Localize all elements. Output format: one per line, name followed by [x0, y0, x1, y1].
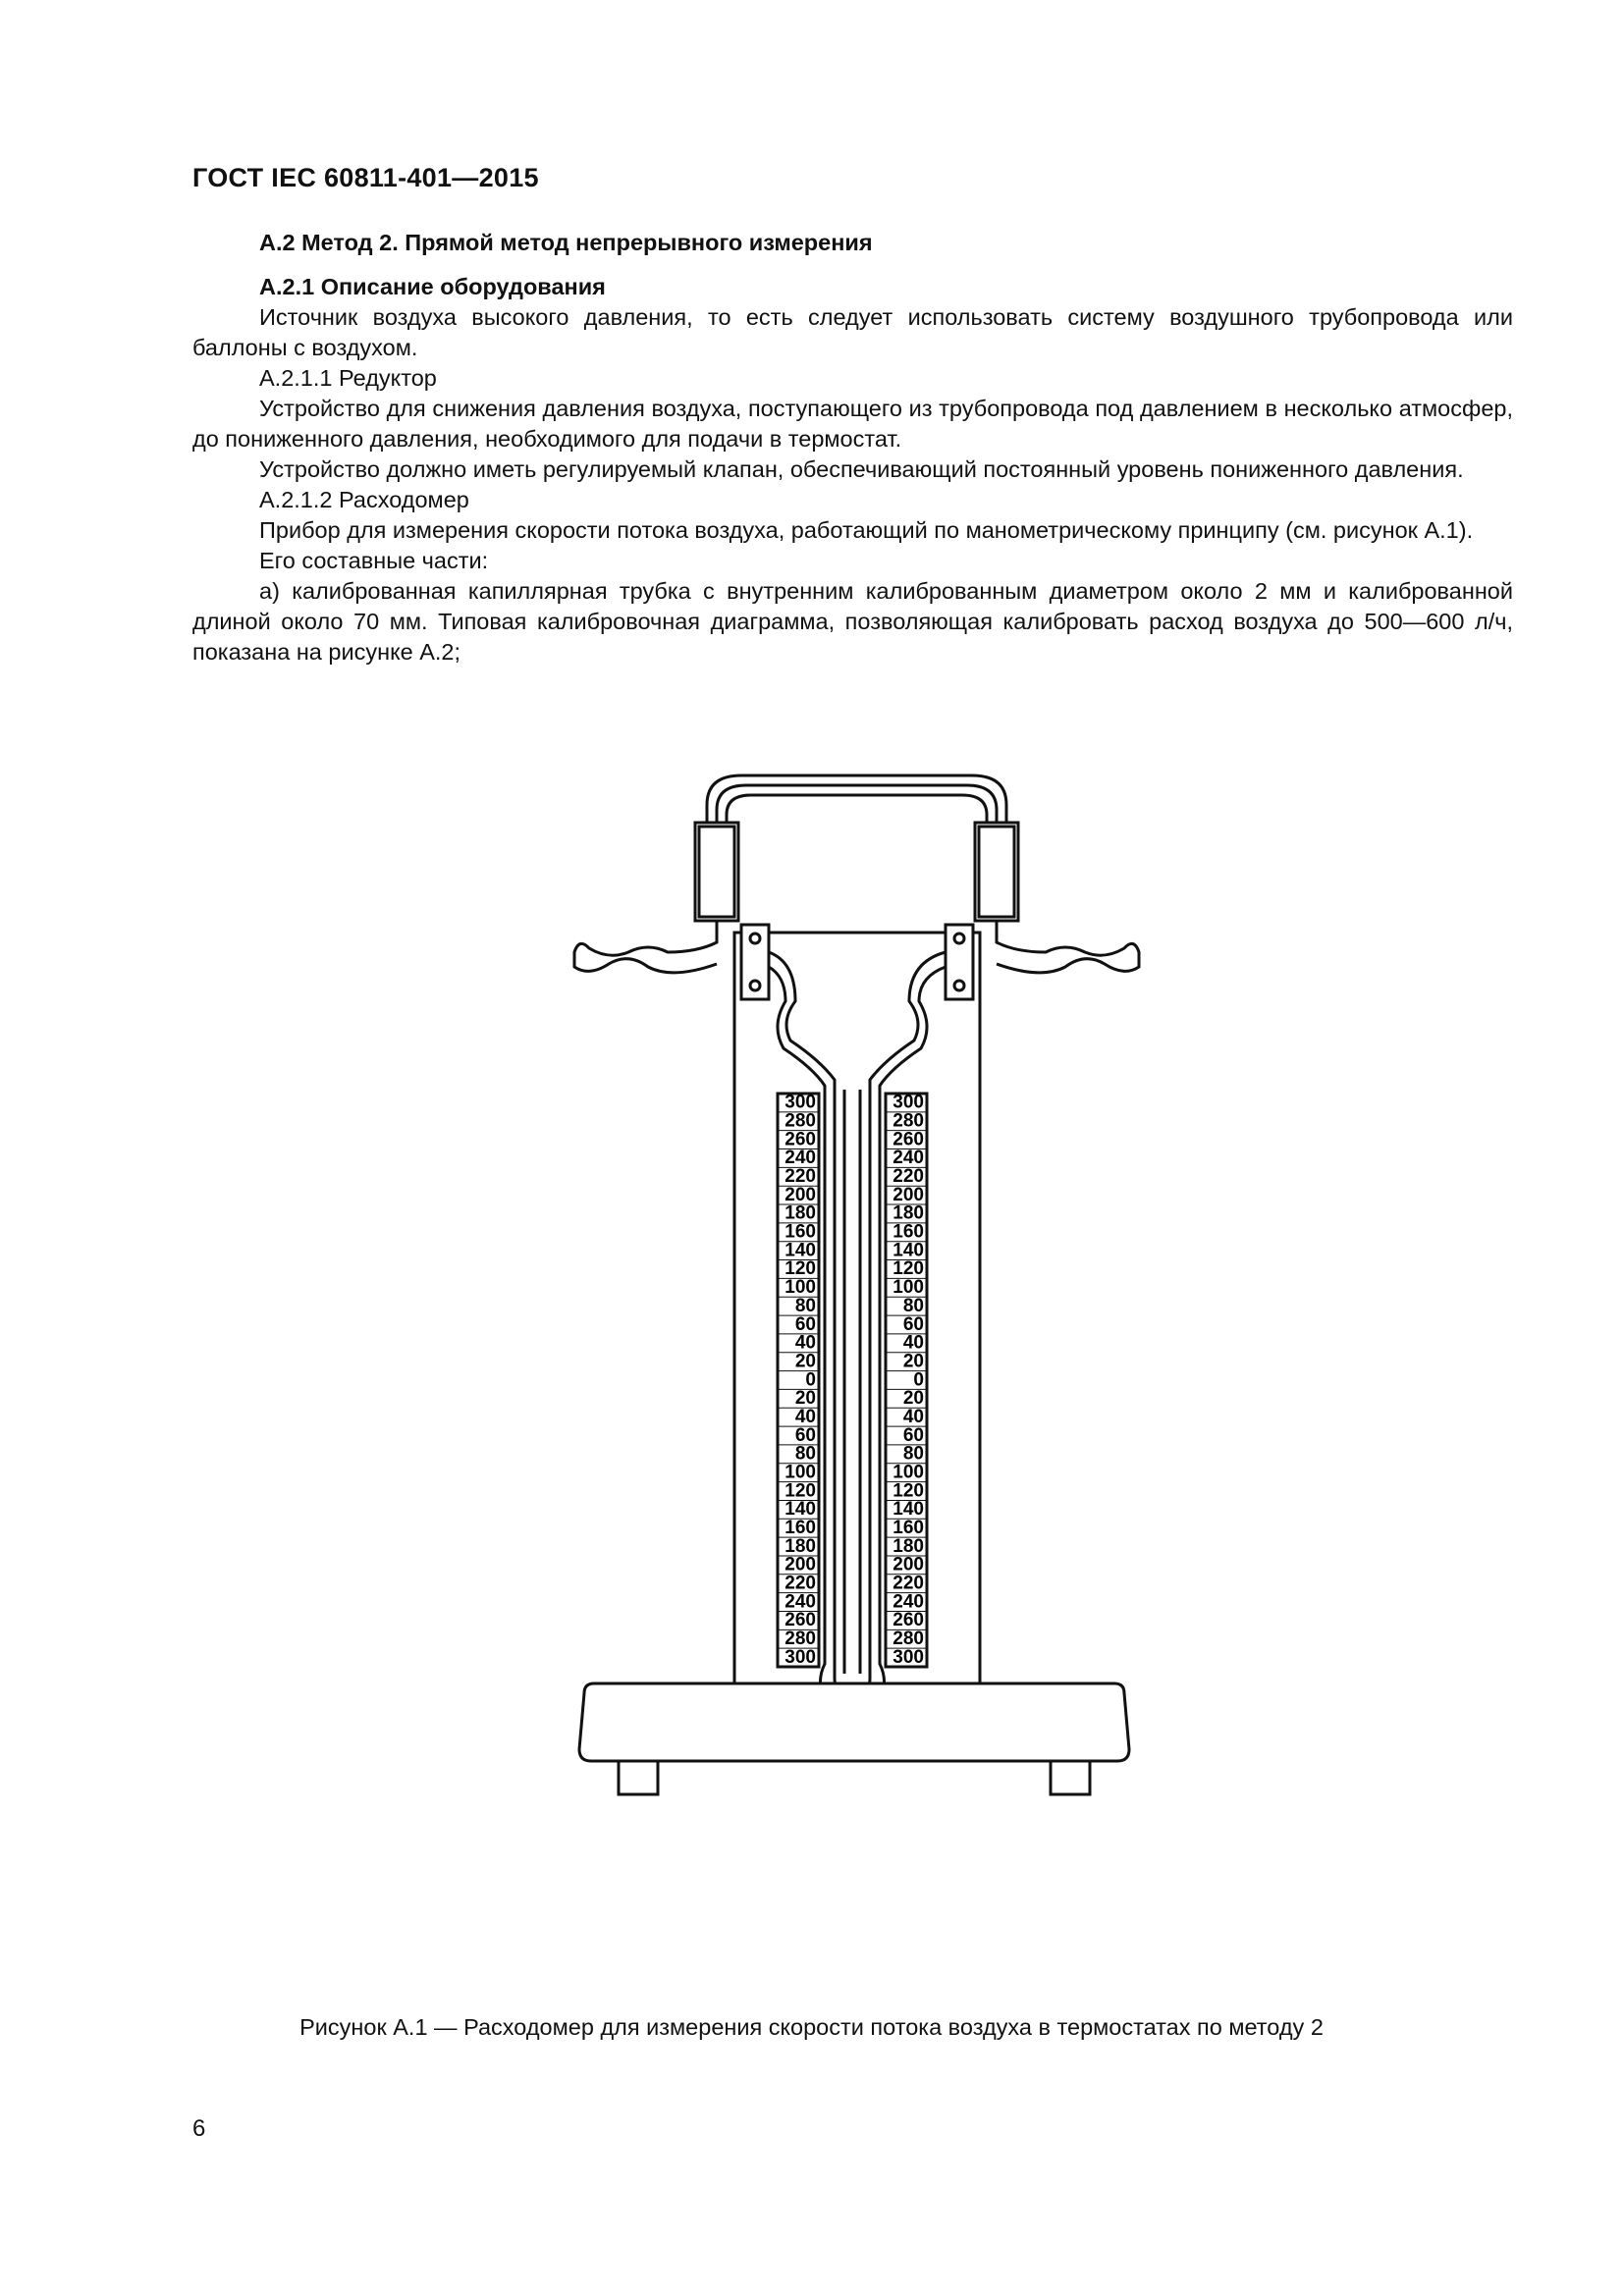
scale-label: 140 [784, 1499, 816, 1521]
scale-label: 260 [784, 1129, 816, 1150]
scale-label: 0 [913, 1369, 924, 1391]
scale-label: 40 [794, 1332, 816, 1354]
scale-label: 160 [893, 1517, 924, 1538]
left-clamp [741, 925, 769, 999]
scale-label: 160 [784, 1517, 816, 1538]
scale-label: 60 [902, 1424, 924, 1446]
handle-outer-tube [707, 775, 1006, 825]
paragraph-reducer-purpose: Устройство для снижения давления воздуха, поступающего из трубопровода под давлением в несколько атмосфер, до пониженного давления, необходимого для подачи в термостат. [192, 396, 1513, 452]
scale-label: 300 [784, 1092, 816, 1113]
scale-label: 300 [893, 1646, 924, 1668]
scale-label: 120 [893, 1258, 924, 1280]
scale-label: 180 [893, 1202, 924, 1224]
base-platform [579, 1683, 1129, 1761]
scale-label: 180 [784, 1202, 816, 1224]
scale-label: 100 [784, 1277, 816, 1299]
scale-label: 300 [784, 1646, 816, 1668]
scale-label: 0 [805, 1369, 816, 1391]
subsection-label-reducer: А.2.1.1 Редуктор [259, 365, 437, 391]
scale-label: 140 [893, 1499, 924, 1521]
scale-label: 260 [784, 1610, 816, 1631]
scale-label: 300 [893, 1092, 924, 1113]
scale-label: 20 [902, 1388, 924, 1410]
scale-label: 260 [893, 1610, 924, 1631]
right-clamp [946, 925, 973, 999]
scale-label: 120 [893, 1480, 924, 1502]
scale-label: 60 [794, 1313, 816, 1335]
scale-label: 80 [794, 1295, 816, 1316]
scale-label: 240 [893, 1148, 924, 1169]
scale-label: 100 [784, 1462, 816, 1483]
paragraph-reducer-valve: Устройство должно иметь регулируемый клапан, обеспечивающий постоянный уровень пониженного давления. [259, 456, 1464, 482]
scale-label: 240 [784, 1148, 816, 1169]
scale-label: 260 [893, 1129, 924, 1150]
scale-label: 20 [794, 1388, 816, 1410]
section-heading-a21: А.2.1 Описание оборудования [259, 274, 606, 299]
scale-label: 80 [902, 1295, 924, 1316]
document-header: ГОСТ IEC 60811-401—2015 [192, 163, 539, 192]
section-heading-a2: А.2 Метод 2. Прямой метод непрерывного измерения [259, 230, 873, 255]
scale-label: 200 [893, 1184, 924, 1205]
scale-label: 180 [784, 1535, 816, 1557]
paragraph-components-intro: Его составные части: [259, 548, 489, 573]
scale-label: 240 [893, 1591, 924, 1613]
scale-label: 80 [902, 1443, 924, 1465]
left-inlet-tube [574, 921, 717, 973]
scale-label: 120 [784, 1258, 816, 1280]
right-foot [1051, 1761, 1090, 1794]
scale-label: 220 [784, 1573, 816, 1594]
scale-label: 220 [893, 1166, 924, 1188]
backboard [734, 933, 980, 1686]
body-text [192, 228, 1513, 667]
page-number: 6 [192, 2115, 206, 2142]
scale-label: 120 [784, 1480, 816, 1502]
scale-label: 280 [893, 1629, 924, 1650]
scale-label: 220 [784, 1166, 816, 1188]
scale-label: 20 [902, 1351, 924, 1372]
scale-label: 220 [893, 1573, 924, 1594]
scale-label: 240 [784, 1591, 816, 1613]
handle-inner-tube [717, 785, 997, 825]
scale-label: 40 [902, 1406, 924, 1427]
right-inlet-tube [997, 921, 1139, 973]
scale-label: 200 [893, 1554, 924, 1575]
scale-label: 200 [784, 1554, 816, 1575]
scale-label: 200 [784, 1184, 816, 1205]
scale-label: 60 [794, 1424, 816, 1446]
scale-label: 160 [784, 1221, 816, 1243]
figure-caption: Рисунок А.1 — Расходомер для измерения скорости потока воздуха в термостатах по методу 2 [299, 2014, 1324, 2040]
scale-label: 80 [794, 1443, 816, 1465]
scale-label: 180 [893, 1535, 924, 1557]
paragraph-flowmeter-purpose: Прибор для измерения скорости потока воздуха, работающий по манометрическому принципу (см. рисунок А.1). [259, 517, 1474, 543]
scale-label: 140 [784, 1240, 816, 1261]
flowmeter-drawing [550, 756, 1159, 1953]
scale-label: 60 [902, 1313, 924, 1335]
scale-label: 20 [794, 1351, 816, 1372]
paragraph-air-source: Источник воздуха высокого давления, то есть следует использовать систему воздушного трубопровода или баллоны с воздухом. [192, 304, 1513, 360]
subsection-label-flowmeter: А.2.1.2 Расходомер [259, 487, 469, 512]
scale-label: 40 [794, 1406, 816, 1427]
scale-label: 280 [784, 1110, 816, 1132]
handle-third-tube [727, 795, 987, 825]
scale-label: 40 [902, 1332, 924, 1354]
scale-label: 140 [893, 1240, 924, 1261]
scale-label: 160 [893, 1221, 924, 1243]
scale-label: 100 [893, 1462, 924, 1483]
scale-label: 100 [893, 1277, 924, 1299]
left-foot [619, 1761, 658, 1794]
scale-label: 280 [784, 1629, 816, 1650]
paragraph-component-a: а) калиброванная капиллярная трубка с внутренним калиброванным диаметром около 2 мм и калиброванной длиной около 70 мм. Типовая калибровочная диаграмма, позволяющая калибровать расход воздуха до 500—600 л/ч, показана на рисунке А.2; [192, 578, 1513, 665]
flowmeter-figure [550, 756, 1159, 1953]
scale-label: 280 [893, 1110, 924, 1132]
